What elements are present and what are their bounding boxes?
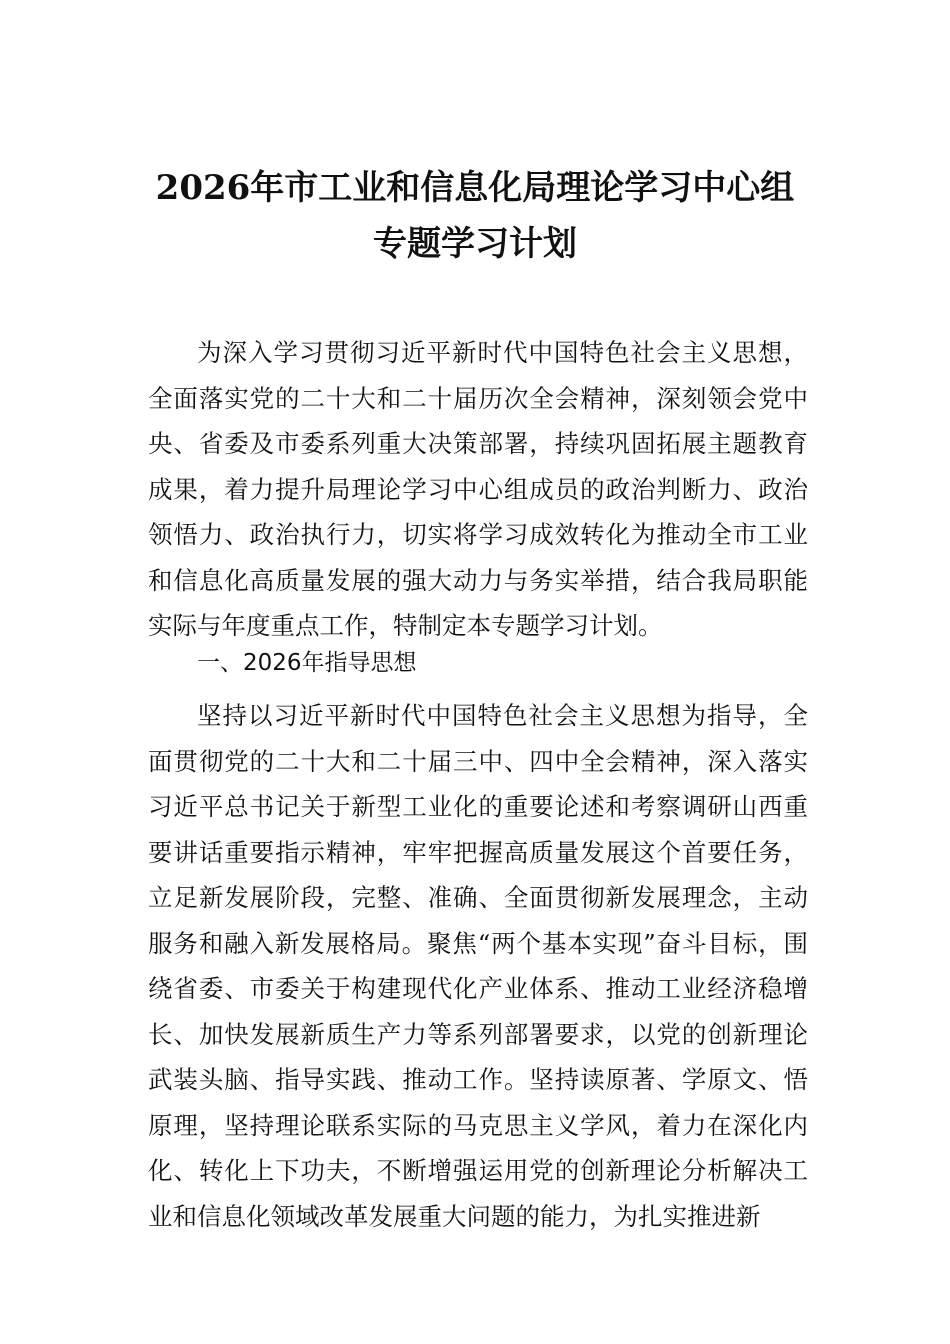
guiding-ideology-paragraph: 坚持以习近平新时代中国特色社会主义思想为指导，全面贯彻党的二十大和二十届三中、四中全会精神，深入落实习近平总书记关于新型工业化的重要论述和考察调研山西重要讲话重要指示精神，牢牢把握高质量发展这个首要任务，立足新发展阶段，完整、准确、全面贯彻新发展理念，主动服务和融入新发展格局。聚焦“两个基本实现”奋斗目标，围绕省委、市委关于构建现代化产业体系、推动工业经济稳增长、加快发展新质生产力等系列部署要求，以党的创新理论武装头脑、指导实践、推动工作。坚持读原著、学原文、悟原理，坚持理论联系实际的马克思主义学风，着力在深化内化、转化上下功夫，不断增强运用党的创新理论分析解决工业和信息化领域改革发展重大问题的能力，为扎实推进新: [148, 701, 808, 1231]
section-heading-guiding-ideology: 一、2026年指导思想: [197, 650, 417, 676]
document-title-line-1: 2026年市工业和信息化局理论学习中心组: [155, 168, 795, 208]
intro-paragraph: 为深入学习贯彻习近平新时代中国特色社会主义思想，全面落实党的二十大和二十届历次全会精神，深刻领会党中央、省委及市委系列重大决策部署，持续巩固拓展主题教育成果，着力提升局理论学习中心组成员的政治判断力、政治领悟力、政治执行力，切实将学习成效转化为推动全市工业和信息化高质量发展的强大动力与务实举措，结合我局职能实际与年度重点工作，特制定本专题学习计划。: [148, 338, 808, 640]
document-title-line-2: 专题学习计划: [373, 224, 577, 264]
